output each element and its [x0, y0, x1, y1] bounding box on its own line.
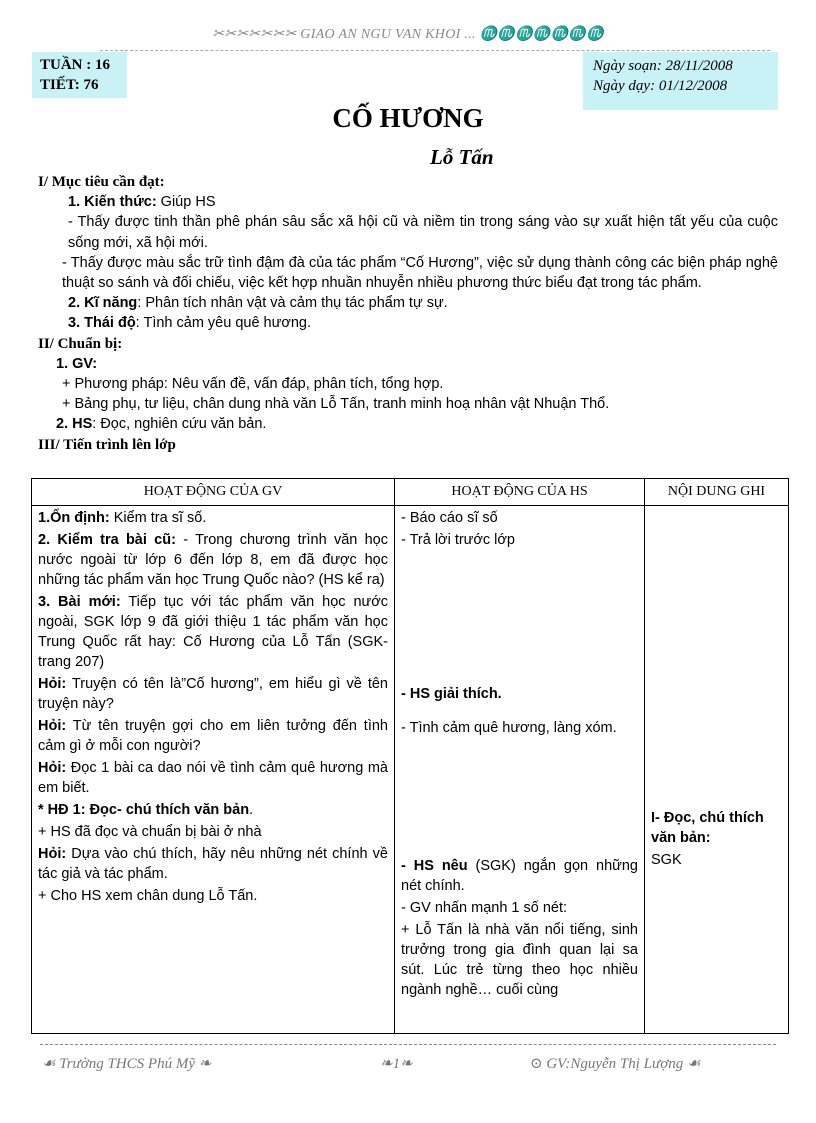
header-divider — [100, 50, 770, 51]
step-label: 3. Bài mới: — [38, 594, 121, 610]
footer-teacher: ⊙ GV:Nguyễn Thị Lượng ☙ — [530, 1056, 701, 1072]
column-header-student: HOẠT ĐỘNG CỦA HS — [395, 479, 645, 506]
list-item: - HS giải thích. — [401, 686, 502, 702]
teach-date: Ngày dạy: 01/12/2008 — [593, 78, 728, 94]
student-label: 2. HS — [56, 416, 93, 433]
list-item-label: - HS nêu — [401, 858, 468, 874]
knowledge-label: 1. Kiến thức: — [68, 194, 157, 211]
step-text: Kiểm tra sĩ số. — [109, 510, 207, 526]
teacher-activity-cell — [32, 506, 395, 1034]
skill-text: : Phân tích nhân vật và cảm thụ tác phẩm tự sự. — [137, 295, 448, 312]
section-objectives-heading: I/ Mục tiêu cần đạt: — [38, 174, 165, 190]
teacher-label: 1. GV: — [56, 355, 98, 372]
date-box — [583, 52, 778, 110]
list-item-text: (SGK) ngắn gọn những nét chính. — [401, 858, 638, 894]
table-row — [32, 506, 789, 1034]
activity-label: * HĐ 1: Đọc- chú thích văn bản — [38, 802, 250, 818]
question-text: Dựa vào chú thích, hãy nêu những nét chính về tác giả và tác phẩm. — [38, 846, 388, 882]
week-lesson-box — [32, 52, 127, 98]
student-activity-cell — [395, 506, 645, 1034]
step-text: - Trong chương trình văn học nước ngoài từ lớp 6 đến lớp 8, em đã được học những tác phẩm văn học Trung Quốc nào? (HS kể ra) — [38, 532, 388, 588]
question-text: Đọc 1 bài ca dao nói về tình cảm quê hương mà em biết. — [38, 760, 388, 796]
table-header-row — [32, 479, 789, 506]
list-item: + HS đã đọc và chuẩn bị bài ở nhà — [38, 824, 262, 840]
footer-school: ☙ Trường THCS Phú Mỹ ❧ — [42, 1056, 212, 1072]
column-header-teacher: HOẠT ĐỘNG CỦA GV — [32, 479, 395, 506]
notes-text: SGK — [651, 852, 682, 868]
skill-label: 2. Kĩ năng — [68, 295, 138, 312]
question-label: Hỏi: — [38, 760, 67, 776]
week-label: TUẦN : 16 — [40, 57, 110, 73]
knowledge-text: Giúp HS — [156, 194, 216, 211]
question-text: Truyện có tên là”Cố hương”, em hiểu gì về tên truyện này? — [38, 676, 388, 712]
page-header: ✂✂✂✂✂✂✂ GIAO AN NGU VAN KHOI ... ♏♏♏♏♏♏♏ — [212, 27, 604, 42]
column-header-notes: NỘI DUNG GHI — [645, 479, 789, 506]
footer-divider — [40, 1044, 776, 1045]
notes-cell — [645, 506, 789, 1034]
section-prep-heading: II/ Chuẩn bị: — [38, 335, 123, 352]
step-label: 2. Kiểm tra bài cũ: — [38, 532, 176, 548]
list-item: - Trả lời trước lớp — [401, 532, 515, 548]
prep-date: Ngày soạn: 28/11/2008 — [593, 58, 733, 74]
list-item: - Báo cáo sĩ số — [401, 510, 498, 526]
list-item: - GV nhấn mạnh 1 số nét: — [401, 900, 568, 916]
teacher-method: + Phương pháp: Nêu vấn đề, vấn đáp, phân tích, tổng hợp. — [62, 376, 444, 393]
lesson-label: TIẾT: 76 — [40, 77, 99, 93]
question-label: Hỏi: — [38, 846, 67, 862]
list-item: + Lỗ Tấn là nhà văn nổi tiếng, sinh trưởng trong gia đình quan lại sa sút. Lúc trẻ từng theo học nhiều ngành nghề… cuối cùng — [401, 922, 638, 998]
objectives-section — [38, 172, 778, 455]
section-process-heading: III/ Tiến trình lên lớp — [38, 436, 176, 453]
teacher-materials: + Bảng phụ, tư liệu, chân dung nhà văn Lỗ Tấn, tranh minh hoạ nhân vật Nhuận Thổ. — [62, 396, 610, 413]
step-label: 1.Ổn định: — [38, 510, 110, 526]
attitude-label: 3. Thái độ — [68, 315, 136, 332]
attitude-text: : Tình cảm yêu quê hương. — [135, 315, 311, 332]
activity-text: . — [249, 802, 254, 818]
student-text: : Đọc, nghiên cứu văn bản. — [92, 416, 267, 433]
knowledge-item-2: - Thấy được màu sắc trữ tình đậm đà của tác phẩm “Cố Hương”, việc sử dụng thành công các biện pháp nghệ thuật so sánh và đối chiếu, việc kết hợp nhuần nhuyễn nhiều phương thức biểu đạt trong tác phẩm. — [62, 254, 778, 292]
question-label: Hỏi: — [38, 676, 67, 692]
notes-heading: I- Đọc, chú thích văn bản: — [651, 810, 764, 846]
page-number: ❧1❧ — [380, 1056, 413, 1072]
page-title: CỐ HƯƠNG — [332, 103, 484, 133]
question-text: Từ tên truyện gợi cho em liên tưởng đến tình cảm gì ở mỗi con người? — [38, 718, 388, 754]
step-text: Tiếp tục với tác phẩm văn học nước ngoài, SGK lớp 9 đã giới thiệu 1 tác phẩm văn học Trung Quốc rất hay: Cố Hương của Lỗ Tấn (SGK- trang 207) — [38, 594, 389, 670]
knowledge-item-1: - Thấy được tinh thần phê phán sâu sắc xã hội cũ và niềm tin trong sáng vào sự xuất hiện tất yếu của cuộc sống mới, xã hội mới. — [68, 214, 778, 251]
list-item: - Tình cảm quê hương, làng xóm. — [401, 720, 617, 736]
question-label: Hỏi: — [38, 718, 67, 734]
lesson-plan-table — [31, 478, 789, 1034]
list-item: + Cho HS xem chân dung Lỗ Tấn. — [38, 888, 258, 904]
author: Lỗ Tấn — [430, 145, 494, 169]
